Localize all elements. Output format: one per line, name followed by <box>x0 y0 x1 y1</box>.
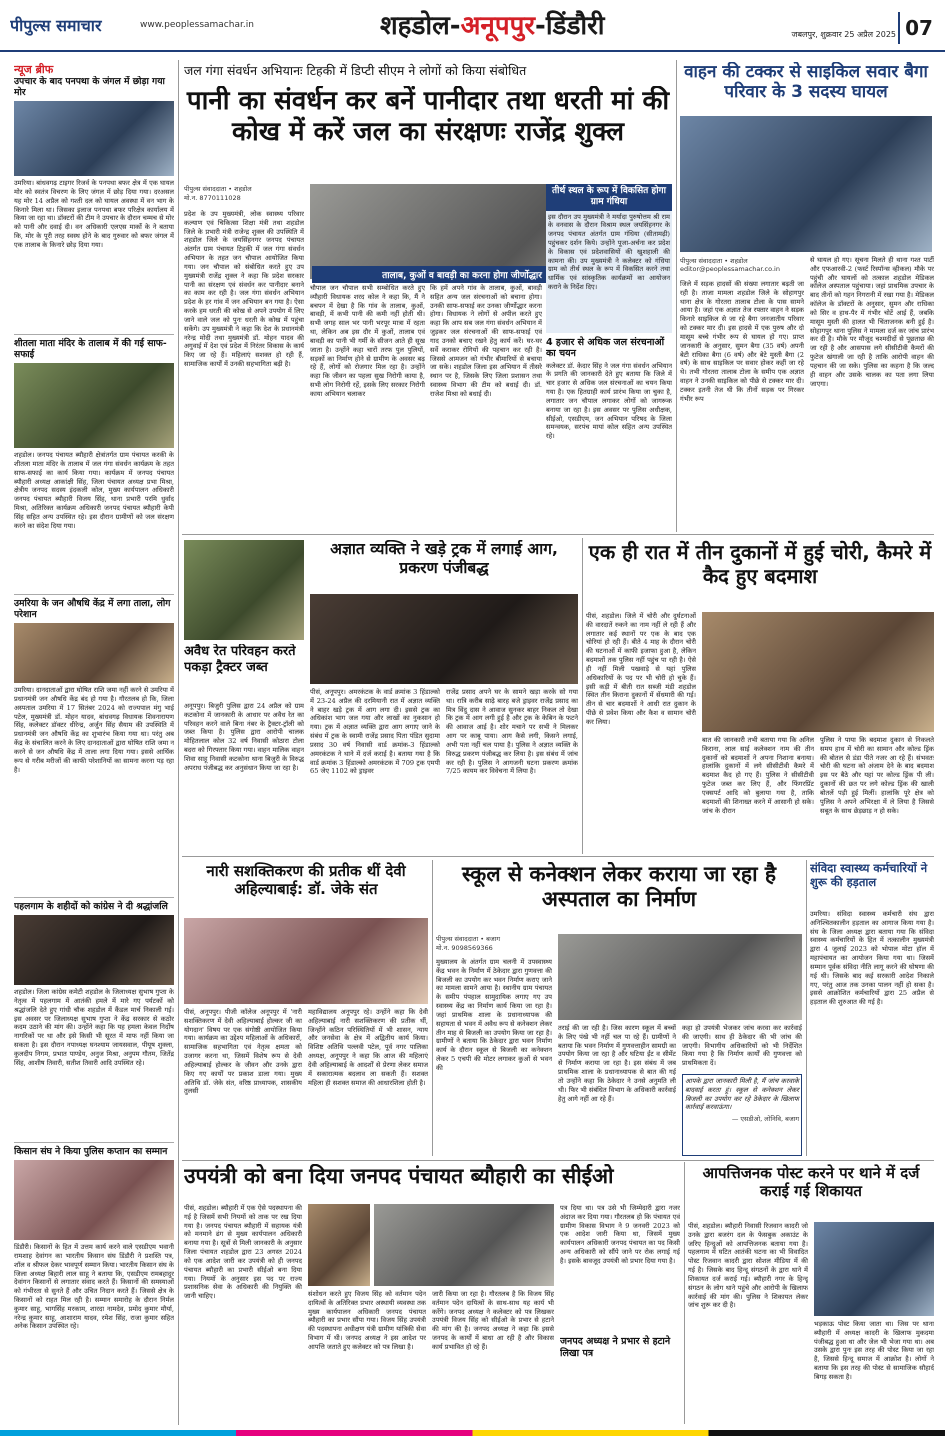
ceo-column-4: पत्र दिया था। पत्र उसे भी जिम्मेदारी द्वारा नजर अंदाज कर दिया गया। गौरतलब हो कि पंचायत एवं ग्रामीण विकास विभाग ने 9 जनवरी 2023 को एक आदेश जारी किया था, जिसमें मुख्य कार्यपालन अधिकारी जनपद पंचायत का पद किसी अन्य अधिकारी को सौंपे जाने पर रोक लगाई गई है। इसके बावजूद उपयंत्री को प्रभार दिया गया है। <box>560 1204 680 1265</box>
brief-title: किसान संघ ने किया पुलिस कप्तान का सम्मान <box>14 1146 168 1157</box>
school-column-2: तराई की जा रही है। जिस कारण स्कूल में बच्चों के लिए पंखे भी नहीं चल पा रहे हैं। ग्रामीणों ने बताया कि भवन निर्माण में गुणवत्ताहीन सामग्री का उपयोग किया जा रहा है और घटिया ईंट व सीमेंट से निर्माण कराया जा रहा है। इस संबंध में जब प्राथमिक शाला के प्रधानाध्यापक से बात की गई तो उन्होंने कहा कि ठेकेदार ने उनसे अनुमति ली थी। फिर भी संबंधित विभाग के अधिकारी कार्रवाई हेतु आगे नहीं आ रहे हैं। <box>558 1024 676 1103</box>
health-text: उमरिया। संविदा स्वास्थ्य कर्मचारी संघ द्वारा अनिश्चितकालीन हड़ताल का आगाज किया गया है। संघ के जिला अध्यक्ष द्वारा बताया गया कि संविदा स्वास्थ्य कर्मचारियों के हित में तत्कालीन मुख्यमंत्री द्वारा 4 जुलाई 2023 को भोपाल मोटा हॉल में महापंचायत का आयोजन किया गया था। जिसमें सम्मान पूर्वक संविदा नीति लागू करने की घोषणा की गई थी। जिसके बाद कई सरकारी आदेश निकाले गए, परंतु आज तक उनका पालन नहीं हो सका है। इससे आक्रोशित कर्मचारियों द्वारा 25 अप्रैल से हड़ताल की शुरुआत की गई है। <box>810 910 934 1007</box>
tractor-photo <box>184 540 304 640</box>
health-headline: संविदा स्वास्थ्य कर्मचारियों ने शुरू की हड़ताल <box>810 862 928 889</box>
paper-name: पीपुल्स समाचार <box>10 16 102 35</box>
gandhiya-box-title: तीर्थ स्थल के रूप में विकसित होगा ग्राम गंधिया <box>546 184 672 211</box>
brief-title: उपचार के बाद पनपथा के जंगल में छोड़ा गया मोर <box>14 76 165 99</box>
brief-photo <box>14 101 174 176</box>
section-suffix: -डिंडौरी <box>535 11 605 41</box>
ceo-column-2: संशोधन करते हुए विजय सिंह को वर्तमान पदेन दायित्वों के अतिरिक्त प्रभार अस्थायी व्यवस्था तक मुख्य कार्यपालन अधिकारी जनपद पंचायत ब्यौहारी का प्रभार सौंपा गया। विजय सिंह उपयंत्री की पदस्थापना अधीक्षण यंत्री ग्रामीण यांत्रिकी सेवा विभाग में थी। जनपद अध्यक्ष ने इस आदेश पर आपत्ति जताते हुए कलेक्टर को पत्र लिखा है। <box>308 1290 426 1351</box>
website-url[interactable]: www.peoplessamachar.in <box>140 20 254 30</box>
brief-body: शहडोल। जिला कांग्रेस कमेटी शहडोल के जिलाध्यक्ष सुभाष गुप्ता के नेतृत्व में पहलगाम में आतंकी हमले में मारे गए पर्यटकों को श्रद्धांजलि देते हुए गांधी चौक शहडोल में कैंडल मार्च निकाली गई। इस अवसर पर जिलाध्यक्ष सुभाष गुप्ता ने केंद्र सरकार से कठोर कदम उठाने की मांग की। उन्होंने कहा कि यह हमला केवल निर्दोष नागरिकों पर था और इसे किसी भी सूरत में माफ नहीं किया जा सकता है। इस दौरान नपाध्यक्ष घनश्याम जायसवाल, पीयूष शुक्ला, कुलदीप निगम, प्रभात पाण्डेय, अनुज मिश्रा, अनुपम गौतम, जितेंद्र सिंह, आशीष तिवारी, सतीश तिवारी आदि उपस्थित रहे। <box>14 988 174 1067</box>
ceo-subhead: जनपद अध्यक्ष ने प्रभार से हटाने लिखा पत्र <box>560 1336 671 1359</box>
brief-body: उमरिया। बांधवगढ़ टाइगर रिजर्व के पनपथा बफर क्षेत्र में एक घायल मोर को स्वतंत्र विचरण के लिए जंगल में छोड़ दिया गया। दरअसल यह मोर 14 अप्रैल को गश्ती दल को घायल अवस्था में वन भाग के किनारे मिला था। जिसका इलाज पनपथा बफर परिक्षेत्र कार्यालय में किया जा रहा था। डॉक्टरों की टीम ने उपचार के दौरान चम्मच से मोर को पानी और दवाई दी। वन अधिकारी एलएस मार्को के ने बताया कि, मोर के पूरी तरह स्वस्थ होने के बाद गुरुवार को बफर जंगल में एक तालाब के किनारे छोड़ दिया गया। <box>14 179 174 249</box>
gandhiya-subtext: कलेक्टर डॉ. केदार सिंह ने जल गंगा संवर्धन अभियान के प्रगति की जानकारी देते हुए बताया कि जिले में चार हजार से अधिक जल संरचनाओं का चयन किया गया है। एक हितग्राही कार्य प्रारंभ किया जा चुका है, लगातार जन चौपाल लगाकर लोगों को जागरूक बनाया जा रहा है। इस अवसर पर पुलिस अधीक्षक, सीईओ, एसडीएम, जन अभियान परिषद के जिला समन्वयक, सरपंच मायां कोल सहित अन्य उपस्थित रहे। <box>546 361 672 441</box>
fire-photo <box>310 594 578 684</box>
brief-item <box>14 1142 174 1422</box>
brief-title: उमरिया के जन औषधि केंद्र में लगा ताला, लोग परेशान <box>14 598 171 621</box>
gandhiya-box-text: इस दौरान उप मुख्यमंत्री ने मर्यादा पुरुषोत्तम श्री राम के वनवास के दौरान विश्राम स्थल जयसिंहनगर के जनपद पंचायत अंतर्गत ग्राम गंधिया (सीतामढ़ी) पहुंचकर दर्शन किये। उन्होंने पूजा-अर्चना कर प्रदेश के विकास एवं प्रदेशवासियों की खुशहाली की कामना की। उप मुख्यमंत्री ने कलेक्टर को गंधिया ग्राम को तीर्थ स्थल के रूप में विकसित करने तथा धार्मिक एवं सांस्कृतिक कार्यक्रमों का आयोजन कराने के निर्देश दिए। <box>546 211 672 333</box>
brief-body: डिंडौरी। किसानों के हित में उत्तम कार्य करने वाले एसडीएम भवानी रामशाह देवांगन का भारतीय किसान संघ डिंडौरी ने प्रशस्ति पत्र, शॉल व श्रीफल देकर भावपूर्ण सम्मान किया। भारतीय किसान संघ के जिला अध्यक्ष बिहारी लाल साहू ने बताया कि, एसडीएम रामबहादुर देवांगन किसानों से लगातार संवाद करते हैं। किसानों की समस्याओं को गंभीरता से सुनते हैं और उचित निदान करते हैं। जिससे क्षेत्र के किसानों को राहत मिल रही है। सम्मान समारोह के दौरान निर्मल कुमार साहू, भागसिंह मरकाम, शारदा नामदेव, प्रमोद कुमार मौर्या, नरेन्द्र कुमार साहू, आशाराम यादव, रमेश सिंह, राजा कुमार सहित अनेक किसान उपस्थित रहे। <box>14 1243 174 1331</box>
post-headline: आपत्तिजनक पोस्ट करने पर थाने में दर्ज कराई गई शिकायत <box>702 1164 920 1200</box>
lead-column-1: प्रदेश के उप मुख्यमंत्री, लोक स्वास्थ्य परिवार कल्याण एवं चिकित्सा शिक्षा मंत्री तथा शहडोल जिले के प्रभारी मंत्री राजेन्द्र शुक्ल की उपस्थिति में शहडोल जिले के जयसिंहनगर जनपद पंचायत अंतर्गत ग्राम पंचायत टिहकी में जल गंगा संवर्धन अभियान के तहत जन चौपाल आयोजित किया गया। जन चौपाल को संबोधित करते हुए उप मुख्यमंत्री राजेंद्र शुक्ल ने कहा कि प्रदेश सरकार पानी का संरक्षण एवं संवर्धन कर पानीदार बनाने का काम कर रही है। जल गंगा संवर्धन अभियान प्रदेश के हर गांव में जन अभियान बन गया है। ऐसा करके हम धरती की कोख से अपने उपयोग में लिए जाने वाले जल को पुनः धरती के कोख में पहुंचा सकेंगे। उप मुख्यमंत्री ने कहा कि देश के प्रधानमंत्री नरेन्द्र मोदी तथा मुख्यमंत्री डॉ. मोहन यादव की अगुवाई में देश एवं प्रदेश में निरंतर विकास के कार्य किए जा रहे हैं। महिलाएं सशक्त हो रही हैं, सामाजिक कार्यों में उनकी सहभागिता बढ़ी है। <box>184 210 304 369</box>
ahilya-column-1: पीसं, अनूपपुर। पीजी कॉलेज अनूपपुर में 'नारी सशक्तिकरण में देवी अहिल्याबाई होल्कर जी का योगदान' विषय पर एक संगोष्ठी आयोजित किया गया। कार्यक्रम का उद्देश्य महिलाओं के अधिकारों, सामाजिक सहभागिता एवं नेतृत्व क्षमता को उजागर करना था, जिसमें विशेष रूप से देवी अहिल्याबाई होल्कर के जीवन और उनके द्वारा किए गए कार्यों पर प्रकाश डाला गया। मुख्य अतिथि डॉ. जेके संत, वरिष्ठ प्राध्यापक, शासकीय तुलसी <box>184 1008 302 1096</box>
ahilya-headline: नारी सशक्तिकरण की प्रतीक थीं देवी अहिल्याबाई: डॉ. जेके संत <box>206 862 406 898</box>
theft-column-2: बात की जानकारी तभी बताया गया कि अनिल किराना, लाल साई कलेक्शन नाम की तीन दुकानों को बदमाशों ने अपना निशाना बनाया। हालांकि दुकानों में लगे सीसीटीवी कैमरे में बदमाश कैद हो गए हैं। पुलिस ने सीसीटीवी फुटेज जब्त कर लिए हैं, और फिंगरप्रिंट एक्सपर्ट आदि को बुलाया गया है, ताकि बदमाशों की शिनाख्त करने में आसानी हो सके। जांच के दौरान <box>702 736 814 815</box>
section-divider <box>182 856 934 857</box>
dateline: जबलपुर, शुक्रवार 25 अप्रैल 2025 <box>791 30 896 39</box>
section-mid: अनूपपुर <box>460 11 536 41</box>
brief-body: शहडोल। जनपद पंचायत ब्यौहारी क्षेत्रांतर्गत ग्राम पंचायत करकी के शीतला माता मंदिर के तालाब में जल गंगा संवर्धन कार्यक्रम के तहत साफ-सफाई का कार्य किया गया। कार्यक्रम में जनपद पंचायत ब्यौहारी अध्यक्ष आकांक्षी सिंह, जिला पंचायत अध्यक्ष प्रभा मिश्रा, क्षेत्रीय जनपद सदस्य इंदकली कोल, मुख्य कार्यपालन अधिकारी जनपद पंचायत ब्यौहारी विजय सिंह, थाना प्रभारी परमि धुर्वाद मिश्रा, अतिरिक्त कार्यक्रम अधिकारी जनपद पंचायत ब्यौहारी केपी सिंह सहित अन्य उपस्थित रहे। इस दौरान ग्रामीणों को जल संरक्षण करने का संदेश दिया गया। <box>14 451 174 530</box>
column-divider <box>806 860 807 1156</box>
news-brief-sidebar <box>14 62 174 1422</box>
byline-text: पीपुल्स संवाददाता • शहडोल <box>680 257 748 265</box>
ceo-right-column <box>560 1204 680 1422</box>
column-divider <box>432 860 433 1156</box>
brief-item <box>14 594 174 869</box>
gandhiya-box <box>546 184 672 528</box>
school-photo <box>558 934 802 1020</box>
brief-item <box>14 76 174 376</box>
section-prefix: शहडोल- <box>380 11 461 41</box>
page-number: 07 <box>898 12 938 44</box>
school-column-1: मुख्यालय के अंतर्गत ग्राम चलनी में उपस्वास्थ्य केंद्र भवन के निर्माण में ठेकेदार द्वारा गुणवत्ता की बिजली का उपयोग कर भवन निर्माण कराए जाने का मामला सामने आया है। स्थानीय ग्राम पंचायत के समीप पंपहाल सामुदायिक लगाए गए उप स्वास्थ्य केंद्र का निर्माण कार्य किया जा रहा है। जहां प्राथमिक शाला के प्रधानाध्यापक की सहायता से भवन में अवैध रूप से कनेक्शन लेकर तीन माह से बिजली का उपयोग किया जा रहा है। ग्रामीणों ने बताया कि ठेकेदार द्वारा भवन निर्माण कार्य के दौरान स्कूल से बिजली का कनेक्शन लेकर 5 एचपी की मोटर लगाकर कुओं से भवन की <box>436 958 552 1072</box>
brief-title: पहलगाम के शहीदों को कांग्रेस ने दी श्रद्धांजलि <box>14 901 168 912</box>
school-quote-box <box>682 1074 802 1156</box>
lead-kicker: जल गंगा संवर्धन अभियानः टिहकी में डिप्टी सीएम ने लोगों को किया संबोधित <box>184 63 527 78</box>
brief-photo <box>14 915 174 985</box>
tractor-headline: अवैध रेत परिवहन करते पकड़ा ट्रैक्टर जब्त <box>184 644 296 675</box>
bicycle-column-2: से घायल हो गए। सूचना मिलते ही थाना गश्त पार्टी और एफआरवी-2 (फर्स्ट रिस्पॉन्स व्हीकल) मौके पर पहुंची और घायलों को तत्काल शहडोल मेडिकल कॉलेज अस्पताल पहुंचाया। जहां प्राथमिक उपचार के बाद तीनों को गहन निगरानी में रखा गया है। मेडिकल कॉलेज के डॉक्टरों के अनुसार, सुमन और राधिका को सिर व हाथ-पैर में गंभीर चोटें आई हैं, जबकि मासूम मुस्ती की हालत भी चिंताजनक बनी हुई है। सोहागपुर थाना पुलिस ने मामला दर्ज कर जांच प्रारंभ कर दी है। मौके पर मौजूद चश्मदीदों से पूछताछ की जा रही है और आसपास लगे सीसीटीवी कैमरों की फुटेज खंगाली जा रही है ताकि आरोपी वाहन की पहचान की जा सके। पुलिस का कहना है कि जल्द ही वाहन और उसके चालक का पता लगा लिया जाएगा। <box>810 256 934 388</box>
paper-logo <box>10 14 138 38</box>
theft-headline: एक ही रात में तीन दुकानों में हुई चोरी, कैमरे में कैद हुए बदमाश <box>588 540 932 588</box>
byline-mobile: मो.न. 8770111028 <box>184 194 241 202</box>
ceo-building-photo <box>374 1204 554 1286</box>
brief-body: उमरिया। दानदाताओं द्वारा घोषित राशि जमा नहीं करने से उमरिया में प्रधानमंत्री जन औषधि केंद्र बंद हो गया है। गौरतलब हो कि, जिला अस्पताल उमरिया में 17 सितंबर 2024 को राज्यपाल मंगु भाई पटेल, मुख्यमंत्री डॉ. मोहन यादव, बांधवगढ़ विधायक शिवनारायण सिंह, कलेक्टर डॉक्टर धीरेन्द्र, अर्जुन सिंह सैयाम की उपस्थिति में प्रधानमंत्री जन औषधि केंद्र का शुभारंभ किया गया था। परंतु अब केंद्र के संचालित करने के लिए दानदाताओं द्वारा घोषित राशि जमा न करने से जन औषधि केंद्र में ताला लगा दिया गया। इससे आर्थिक रूप से गरीब मरीजों की काफी परेशानियों का सामना करना पड़ रहा है। <box>14 686 174 774</box>
byline-text: पीपुल्स संवाददाता • बजाग <box>436 935 501 943</box>
news-brief-label: न्यूज ब्रीफ <box>14 63 54 76</box>
school-column-3: कहा हो उपयंत्री भेजकर जांच करवा कर कार्रवाई की जाएगी। साथ ही ठेकेदार की भी जांच की जाएगी। विभागीय अधिकारियों को भी निर्देशित किया गया है कि निर्माण कार्यों की गुणवत्ता को प्राथमिकता दें। <box>682 1024 802 1068</box>
school-byline <box>436 934 576 956</box>
section-divider <box>182 534 934 535</box>
section-title <box>380 6 700 46</box>
fire-column-1: पीसं, अनूपपुर। अमरकंटक के वार्ड क्रमांक 3 हिंडाल्को में 23-24 अप्रैल की दरमियानी रात में अज्ञात व्यक्ति ने बाहर खड़े ट्रक में आग लगा दी। इससे ट्रक का अधिकांश भाग जल गया और लाखों का नुकसान हो गया। ट्रक में अज्ञात व्यक्ति द्वारा आग लगाए जाने के संबंध में ट्रक के स्वामी राजेंद्र प्रसाद पिता पंडित सुदामा प्रसाद 30 वर्ष निवासी वार्ड क्रमांक-3 हिंडाल्को अमरकंटक ने थाने में दर्ज कराई है। बताया गया है कि वार्ड क्रमांक 3 हिंडाल्को अमरकंटक में 709 ट्रक एमपी 65 जेए 1102 को ड्राइवर <box>310 688 440 776</box>
school-headline: स्कूल से कनेक्शन लेकर कराया जा रहा है अस्पताल का निर्माण <box>462 862 776 912</box>
gandhiya-subhead: 4 हजार से अधिक जल संरचनाओं का चयन <box>546 336 665 360</box>
brief-photo <box>14 1160 174 1240</box>
post-column-1: पीसं, शहडोल। ब्यौहारी निवासी रिजवान कादरी जो उनके द्वारा बजरंग दल के फेसबुक अकाउंट के जरिए हिन्दुओं को आपत्तिजनक बताया गया है। पहलगाम में घटित आतंकी घटना का भी विवादित पोस्ट रिजवान कादरी द्वारा सोशल मीडिया में की गई है। जिसके बाद हिन्दू संगठनों के द्वारा थाने में शिकायत दर्ज कराई गई। ब्यौहारी नगर के हिन्दू संगठन के लोग थाने पहुंचे और आरोपी के खिलाफ कार्रवाई की मांग की। पुलिस ने शिकायत लेकर जांच शुरू कर दी है। <box>688 1222 808 1310</box>
byline-email: editor@peoplessamachar.co.in <box>680 265 780 273</box>
column-divider <box>582 538 583 854</box>
byline-mobile: मो.न. 9098569366 <box>436 944 493 952</box>
brief-item <box>14 897 174 1167</box>
masthead <box>0 0 945 52</box>
brief-title: शीतला माता मंदिर के तालाब में की गई साफ-सफाई <box>14 338 167 361</box>
theft-column-3: पुलिस ने पाया कि बदमाश दुकान से निकलते समय हाथ में चोरी का सामान और कोल्ड ड्रिंक की बोतल से डंडा पीते नजर आ रहे हैं। संभवतः चोरी की घटना को अंजाम देने के बाद बदमाश इस पर बैठे और यहां पर कोल्ड ड्रिंक पी ली। दुकानों की छत पर लगे कोल्ड ड्रिंक की खाली बोतलें पड़ी हुई मिलीं। हालांकि पूरे क्षेत्र को पुलिस ने अपने अभिरक्षा में ले लिया है जिससे सबूत के साथ छेड़छाड़ न हो सके। <box>820 736 934 815</box>
fire-column-2: राजेंद्र प्रसाद अपने घर के सामने खड़ा करके सो गया था। रात्रि करीब साढ़े बारह बजे ड्राइवर राजेंद्र प्रसाद का मित्र विंदु दास ने आवाज सुनकर बाहर निकल तो देखा कि ट्रक में आग लगी हुई है और ट्रक के केबिन के फटने की आवाज आई है। शोर मचाने पर सभी ने मिलकर आग पर काबू पाया। आग कैसे लगी, किसने लगाई, अभी पता नहीं चल पाया है। पुलिस ने अज्ञात व्यक्ति के विरुद्ध प्रकरण पंजीबद्ध कर लिया है। इस संबंध में जांच कर रही है। पुलिस ने आगजनी घटना प्रकरण क्रमांक 7/25 कायम कर विवेचना में लिया है। <box>446 688 578 776</box>
lead-column-2: चौपाल जन चौपाल सभी सम्बोधित करते हुए व्यौहारी विधायक शरद कोल ने कहा कि, मैं ने बचपन में देखा है कि गांव के तालाब, कुओं, बावड़ी, में कभी पानी की कमी नहीं होती थी। सभी जगह साल भर पानी भरपूर मात्रा में रहता था, लेकिन अब इस दौर में कुओं, तालाब एवं बावड़ी का पानी भी गर्मी के सीजन आते ही सूख जाता है। उन्होंने कहा चारों तरफ पुल पुलियों, सड़कों का निर्माण होने से ग्रामीण के अवसर बढ़ रहे हैं, लोगों को रोजगार मिल रहा है। उन्होंने कहा कि जीवन का पहला सुख निरोगी काया है, सभी लोग निरोगी रहें, इसके लिए सरकार निरोगी काया अभियान चलाकर <box>310 284 425 398</box>
bicycle-headline: वाहन की टक्कर से साइकिल सवार बैगा परिवार के 3 सदस्य घायल <box>684 62 928 103</box>
ahilya-photo <box>184 918 428 1004</box>
ceo-headline: उपयंत्री को बना दिया जनपद पंचायत ब्यौहारी का सीईओ <box>184 1164 614 1188</box>
lead-headline: पानी का संवर्धन कर बनें पानीदार तथा धरती मां की कोख में करें जल का संरक्षणः राजेंद्र शुक्ल <box>186 86 670 148</box>
footer-color-bar <box>0 1430 945 1436</box>
lead-photo-caption: तालाब, कुओं व बावड़ी का करना होगा जीर्णोद्धार <box>312 266 612 283</box>
ceo-column-3: जारी किया जा रहा है। गौरतलब है कि विजय सिंह वर्तमान पदेन दायित्वों के साथ-साथ यह कार्य भी करेंगे। जनपद अध्यक्ष ने कलेक्टर को पत्र लिखकर उपयंत्री विजय सिंह को सीईओ के प्रभार से हटाने की मांग की है। जनपद अध्यक्ष ने कहा कि इससे जनपद के कार्यों में बाधा आ रही है और विकास कार्य प्रभावित हो रहे हैं। <box>432 1290 554 1351</box>
tractor-text: अनूपपुर। बिजुरी पुलिस द्वारा 24 अप्रैल को ग्राम कटकोना में जानकारी के आधार पर अवैध रेत का परिवहन करने वाले बिना नंबर के ट्रैक्टर-ट्रॉली को जब्त किया है। पुलिस द्वारा आरोपी चालक मोहितलाल कोल 32 वर्ष निवासी कोठारा टोला बदरा को गिरफ्तार किया गया। वाहन मालिक वाहन शिवा साहू निवासी कटकोना थाना बिजुरी के विरुद्ध अपराध पंजीबद्ध कर अनुसंधान किया जा रहा है। <box>184 702 304 772</box>
lead-byline <box>184 184 304 206</box>
fire-headline: अज्ञात व्यक्ति ने खड़े ट्रक में लगाई आग, प्रकरण पंजीबद्ध <box>330 540 558 577</box>
post-photo <box>814 1222 934 1316</box>
brief-photo <box>14 623 174 683</box>
column-divider <box>684 1162 685 1424</box>
column-divider <box>178 60 179 1425</box>
ahilya-column-2: महाविद्यालय अनूपपुर रहे। उन्होंने कहा कि देवी अहिल्याबाई नारी सशक्तिकरण की प्रतीक थीं, जिन्होंने कठिन परिस्थितियों में भी शासन, न्याय और जनसेवा के क्षेत्र में अद्वितीय कार्य किया। विशिष्ट अतिथि पल्लवी पटेल, पूर्व नगर पालिका अध्यक्ष, अनूपपुर ने कहा कि आज की महिलाएं देवी अहिल्याबाई के आदर्शों से प्रेरणा लेकर समाज में सकारात्मक बदलाव ला सकती हैं। सशक्त महिला ही सशक्त समाज की आधारशिला होती है। <box>308 1008 428 1087</box>
school-quote: आपके द्वारा जानकारी मिली है, मैं जांच करवाके बादवाई करता हूं। स्कूल से कनेक्शन लेकर बिजली का उपयोग कर रहे ठेकेदार के खिलाफ कार्रवाई करवाऊंगा। <box>685 1077 799 1112</box>
bicycle-byline <box>680 256 810 278</box>
bicycle-photo <box>680 116 932 252</box>
school-quote-by: — एसडीओ, लोनिवि, बजाग <box>731 1115 799 1124</box>
theft-photo <box>702 612 934 732</box>
lead-column-3: कि हमें अपने गांव के तालाब, कुओं, बावड़ी सहित अन्य जल संरचनाओं को बचाना होगा। उनकी साफ-सफाई कर उनका जीर्णोद्धार करना होगा। विधायक ने लोगों से अपील करते हुए कहा कि आप सब जल गंगा संवर्धन अभियान में जुड़कर जल संरचनाओं की साफ-सफाई एवं गाद उनको बचाए रखने हेतु कार्य करें। घर-घर सर्वे कराकर रोगियों की पहचान कर रही है। जिससे आमजन को गंभीर बीमारियों से बचाया जा सके। शहडोल जिला इस अभियान में तीसरे स्थान पर है, जिसके लिए जिला प्रशासन तथा स्वास्थ्य विभाग की टीम को बधाई दी। डॉ. राजेश मिश्रा को बधाई दी। <box>430 284 542 398</box>
byline-text: पीपुल्स संवाददाता • शहडोल <box>184 185 252 193</box>
ceo-column-1: पीसं, शहडोल। ब्यौहारी में एक ऐसे पदस्थापना की गई है जिसमें सभी नियमों को ताक पर रख दिया गया है। जनपद पंचायत ब्यौहारी में सहायक यंत्री को मनमाने ढंग से मुख्य कार्यपालन अधिकारी बनाया गया है। सूत्रों से मिली जानकारी के अनुसार जिला पंचायत शहडोल द्वारा 23 अगस्त 2024 को एक आदेश जारी कर उपयंत्री को ही जनपद पंचायत ब्यौहारी का प्रभारी सीईओ बना दिया गया। नियमों के अनुसार इस पद पर राज्य प्रशासनिक सेवा के अधिकारी की नियुक्ति की जानी चाहिए। <box>184 1204 302 1301</box>
post-column-2: भड़काऊ पोस्ट किया जाता था। जिस पर थाना ब्यौहारी में अध्यक्ष कादरी के खिलाफ मुकदमा पंजीबद्ध हुआ था और जेल भी भेजा गया था। अब उसके द्वारा पुनः इस तरह की पोस्ट किया जा रहा है, जिससे हिन्दू समाज में आक्रोश है। लोगों ने बताया कि इस तरह की पोस्ट से सामाजिक सौहार्द बिगड़ सकता है। <box>814 1320 934 1381</box>
theft-column-1: पीसं, शहडोल। जिले में चोरी और दुर्घटनाओं की वारदातें रुकने का नाम नहीं ले रही हैं और लगातार कई स्थानों पर एक के बाद एक चोरियां हो रही हैं। बीते 4 माह के दौरान चोरी की घटनाओं में काफी इजाफा हुआ है, लेकिन बदमाशों तक पुलिस नहीं पहुंच पा रही है। ऐसे ही नहीं मिली पखवाड़े से यहां पुलिस अधिकारियों के पद पर भी चोरी हो चुके हैं। इसी कड़ी में बीती रात सब्जी मंडी शहडोल स्थित तीन किराना दुकानों में सेंधमारी की गई। तीन से चार बदमाशों ने आधी रात दुकान के पीछे से प्रवेश किया और कैश व सामान चोरी कर लिया। <box>586 612 696 726</box>
section-divider <box>182 1160 934 1161</box>
bicycle-column-1: जिले में सड़क हादसों की संख्या लगातार बढ़ती जा रही है। ताजा मामला शहडोल जिले के सोहागपुर थाना क्षेत्र के गोरतरा तालाब टोला के पास सामने आया है। जहां एक अज्ञात तेज रफ्तार वाहन ने सड़क किनारे साइकिल से जा रहे बैगा जनजातीय परिवार को टक्कर मार दी। इस हादसे में एक पुरुष और दो मासूम बच्चे गंभीर रूप से घायल हो गए। प्राप्त जानकारी के अनुसार, सुमन बैगा (35 वर्ष) अपनी बेटी राधिका बैगा (6 वर्ष) और बेटे मुस्ती बैगा (2 वर्ष) के साथ साइकिल पर सवार होकर कहीं जा रहे थे। तभी गोरतरा तालाब टोला के समीप एक अज्ञात वाहन ने उनकी साइकिल को पीछे से टक्कर मार दी। टक्कर इतनी तेज थी कि तीनों सड़क पर गिरकर गंभीर रूप <box>680 280 804 403</box>
brief-photo <box>14 363 174 448</box>
column-divider <box>676 60 677 532</box>
ceo-portrait-photo <box>308 1204 370 1286</box>
